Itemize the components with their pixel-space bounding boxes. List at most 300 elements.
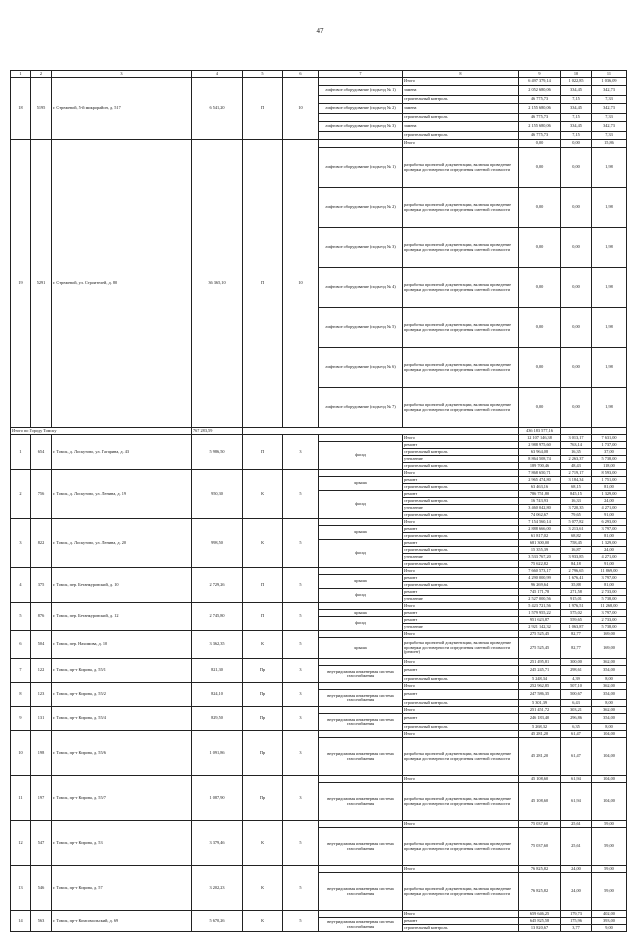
house-address: г. Томск, д. Лоскутово, ул. Ленина, д. 19	[52, 470, 192, 519]
element-name: лифтовое оборудование (подъезд № 3)	[319, 228, 403, 268]
work-type: разработка проектной документации, включая проведение проверки достоверности определения сметной стоимости	[403, 738, 519, 776]
house-code: 198	[31, 731, 52, 776]
element-name	[319, 132, 403, 140]
house-address: г. Томск, пер. Бетанкуровский, д. 10	[52, 568, 192, 603]
work-type: ремонт	[403, 918, 519, 925]
work-type: строительный контроль	[403, 533, 519, 540]
limit-cost: 11 268,00	[592, 603, 627, 610]
element-name: внутридомовая инженерная система газоснабжения	[319, 714, 403, 731]
unit-cost: 303,21	[561, 707, 592, 714]
unit-cost: 7,15	[561, 114, 592, 122]
cost: 74 062,67	[519, 512, 561, 519]
work-type: строительный контроль	[403, 114, 519, 122]
work-type: разработка проектной документации, включая проведение проверки достоверности определения сметной стоимости	[403, 348, 519, 388]
house-address: г. Томск, д. Лоскутово, ул. Гагарина, д. 43	[52, 435, 192, 470]
cost: 46 775,73	[519, 132, 561, 140]
unit-cost: 48,43	[561, 463, 592, 470]
table-row	[11, 731, 627, 738]
unit-cost: 0,00	[561, 268, 592, 308]
row-number: 19	[11, 140, 31, 428]
unit-cost: 0,00	[561, 148, 592, 188]
table-row	[11, 659, 627, 666]
work-type: Итого	[403, 821, 519, 828]
work-type: разработка проектной документации, включая проведение проверки достоверности определения сметной стоимости	[403, 873, 519, 911]
limit-cost: 1,98	[592, 268, 627, 308]
element-name: лифтовое оборудование (подъезд № 2)	[319, 188, 403, 228]
work-type: Итого	[403, 140, 519, 148]
limit-cost: 1,98	[592, 148, 627, 188]
table-row	[11, 776, 627, 783]
limit-cost: 362,00	[592, 659, 627, 666]
row-number: 11	[11, 776, 31, 821]
limit-cost: 5 738,00	[592, 596, 627, 603]
house-class: П	[243, 568, 283, 603]
limit-cost: 59,00	[592, 828, 627, 866]
limit-cost: 3 797,00	[592, 610, 627, 617]
limit-cost: 362,00	[592, 707, 627, 714]
house-class: П	[243, 78, 283, 140]
element-name: лифтовое оборудование (подъезд № 6)	[319, 348, 403, 388]
element-name: лифтовое оборудование (подъезд № 7)	[319, 388, 403, 428]
house-class: К	[243, 519, 283, 568]
unit-cost: 61,94	[561, 783, 592, 821]
house-code: 822	[31, 519, 52, 568]
limit-cost: 4 271,00	[592, 505, 627, 512]
cost: 189 700,46	[519, 463, 561, 470]
unit-cost: 0,00	[561, 388, 592, 428]
floors: 3	[283, 659, 319, 683]
unit-cost: 575,02	[561, 610, 592, 617]
cost: 3 460 042,80	[519, 505, 561, 512]
house-area: 950,30	[192, 470, 243, 519]
unit-cost: 1 976,51	[561, 603, 592, 610]
unit-cost: 0,00	[561, 140, 592, 148]
element-name	[319, 776, 403, 783]
element-name: крыша	[319, 477, 403, 491]
cost: 0,00	[519, 228, 561, 268]
column-number: 1	[11, 71, 31, 78]
row-number: 6	[11, 631, 31, 659]
work-type: Итого	[403, 519, 519, 526]
element-name: фасад	[319, 589, 403, 603]
cost: 659 646,25	[519, 911, 561, 918]
floors: 3	[283, 435, 319, 470]
empty-cell	[561, 428, 592, 435]
row-number: 7	[11, 659, 31, 683]
limit-cost: 2 733,00	[592, 589, 627, 596]
table-row	[11, 707, 627, 714]
table-row	[11, 568, 627, 575]
unit-cost: 35,88	[561, 582, 592, 589]
cost: 0,00	[519, 140, 561, 148]
unit-cost: 6,35	[561, 724, 592, 731]
limit-cost: 2 733,00	[592, 617, 627, 624]
cost: 681 300,00	[519, 540, 561, 547]
house-class: П	[243, 603, 283, 631]
unit-cost: 559,65	[561, 617, 592, 624]
work-type: Итого	[403, 435, 519, 442]
city-total-area: 767 283,59	[192, 428, 243, 435]
house-area: 2 729,26	[192, 568, 243, 603]
unit-cost: 334,45	[561, 104, 592, 114]
cost: 0,00	[519, 188, 561, 228]
element-name	[319, 470, 403, 477]
house-code: 654	[31, 435, 52, 470]
work-type: ремонт	[403, 666, 519, 676]
column-number: 6	[283, 71, 319, 78]
cost: 61 817,02	[519, 533, 561, 540]
element-name	[319, 631, 403, 638]
row-number: 12	[11, 821, 31, 866]
unit-cost: 296,86	[561, 714, 592, 724]
unit-cost: 1 022,85	[561, 78, 592, 86]
element-name: фасад	[319, 442, 403, 470]
work-type: ремонт	[403, 714, 519, 724]
unit-cost: 82,77	[561, 638, 592, 659]
house-code: 5291	[31, 140, 52, 428]
limit-cost: 393,00	[592, 918, 627, 925]
cost: 46 775,73	[519, 114, 561, 122]
work-type: разработка проектной документации, включая проведение проверки достоверности определения сметной стоимости	[403, 308, 519, 348]
limit-cost: 5 738,00	[592, 456, 627, 463]
limit-cost: 7,33	[592, 114, 627, 122]
unit-cost: 175,96	[561, 918, 592, 925]
cost: 76 825,82	[519, 873, 561, 911]
floors: 3	[283, 683, 319, 707]
cost: 8 864 508,74	[519, 456, 561, 463]
unit-cost: 298,61	[561, 666, 592, 676]
row-number: 10	[11, 731, 31, 776]
empty-cell	[243, 428, 519, 435]
limit-cost: 104,00	[592, 738, 627, 776]
cost: 0,00	[519, 268, 561, 308]
house-area: 3 362,35	[192, 631, 243, 659]
house-code: 197	[31, 776, 52, 821]
cost: 1 579 955,22	[519, 610, 561, 617]
cost: 5 248,34	[519, 676, 561, 683]
unit-cost: 7,15	[561, 132, 592, 140]
limit-cost: 402,00	[592, 911, 627, 918]
cost: 0,00	[519, 348, 561, 388]
work-type: Итого	[403, 731, 519, 738]
unit-cost: 61,47	[561, 738, 592, 776]
capital-repair-table	[10, 70, 627, 932]
house-area: 6 541,20	[192, 78, 243, 140]
work-type: утепление	[403, 554, 519, 561]
house-area: 829,50	[192, 707, 243, 731]
work-type: ремонт	[403, 540, 519, 547]
limit-cost: 118,00	[592, 463, 627, 470]
house-address: г. Томск, пер. Бетанкуровский, д. 12	[52, 603, 192, 631]
unit-cost: 845,15	[561, 491, 592, 498]
limit-cost: 342,73	[592, 104, 627, 114]
house-code: 5195	[31, 78, 52, 140]
unit-cost: 79,65	[561, 512, 592, 519]
cost: 63 463,16	[519, 484, 561, 491]
column-number: 11	[592, 71, 627, 78]
element-name	[319, 114, 403, 122]
cost: 45 108,60	[519, 783, 561, 821]
cost: 0,00	[519, 308, 561, 348]
house-class: Пр	[243, 776, 283, 821]
work-type: разработка проектной документации, включая проведение проверки достоверности определения сметной стоимости	[403, 388, 519, 428]
unit-cost: 24,00	[561, 873, 592, 911]
limit-cost: 59,00	[592, 821, 627, 828]
cost: 275 525,45	[519, 631, 561, 638]
limit-cost: 81,00	[592, 484, 627, 491]
work-type: строительный контроль	[403, 676, 519, 683]
house-class: К	[243, 866, 283, 911]
work-type: строительный контроль	[403, 132, 519, 140]
unit-cost: 334,45	[561, 86, 592, 96]
row-number: 1	[11, 435, 31, 470]
house-address: г. Томск, д. Лоскутово, ул. Ленина, д. 20	[52, 519, 192, 568]
limit-cost: 354,00	[592, 714, 627, 724]
work-type: ремонт	[403, 610, 519, 617]
unit-cost: 1 676,41	[561, 575, 592, 582]
unit-cost: 500,67	[561, 690, 592, 700]
house-class: П	[243, 140, 283, 428]
unit-cost: 0,00	[561, 308, 592, 348]
limit-cost: 1 329,00	[592, 491, 627, 498]
unit-cost: 16,87	[561, 547, 592, 554]
work-type: Итого	[403, 603, 519, 610]
limit-cost: 59,00	[592, 866, 627, 873]
work-type: разработка проектной документации, включая проведение проверки достоверности определения сметной стоимости	[403, 828, 519, 866]
cost: 246 183,40	[519, 714, 561, 724]
unit-cost: 61,94	[561, 776, 592, 783]
table-row	[11, 519, 627, 526]
element-name: лифтовое оборудование (подъезд № 1)	[319, 86, 403, 96]
limit-cost: 3 797,00	[592, 575, 627, 582]
cost: 45 108,60	[519, 776, 561, 783]
house-area: 821,30	[192, 659, 243, 683]
unit-cost: 3 013,17	[561, 435, 592, 442]
work-type: строительный контроль	[403, 512, 519, 519]
cost: 3 533 767,20	[519, 554, 561, 561]
limit-cost: 1,98	[592, 228, 627, 268]
unit-cost: 300,00	[561, 659, 592, 666]
floors: 5	[283, 821, 319, 866]
house-address: г. Стрежевой, ул. Строителей, д. 80	[52, 140, 192, 428]
work-type: замена	[403, 86, 519, 96]
limit-cost: 7 631,00	[592, 435, 627, 442]
element-name: внутридомовая инженерная система газоснабжения	[319, 666, 403, 683]
work-type: строительный контроль	[403, 561, 519, 568]
city-total-label: Итого по Городу Томску	[11, 428, 192, 435]
limit-cost: 81,00	[592, 582, 627, 589]
cost: 275 525,45	[519, 638, 561, 659]
work-type: ремонт	[403, 617, 519, 624]
unit-cost: 5 077,82	[561, 519, 592, 526]
unit-cost: 3 720,35	[561, 505, 592, 512]
limit-cost: 11 869,00	[592, 568, 627, 575]
cost: 15 355,39	[519, 547, 561, 554]
element-name: внутридомовая инженерная система газоснабжения	[319, 873, 403, 911]
work-type: строительный контроль	[403, 484, 519, 491]
house-class: Пр	[243, 683, 283, 707]
unit-cost: 68,82	[561, 533, 592, 540]
element-name	[319, 140, 403, 148]
limit-cost: 8,00	[592, 700, 627, 707]
limit-cost: 8,00	[592, 676, 627, 683]
floors: 3	[283, 731, 319, 776]
work-type: Итого	[403, 470, 519, 477]
table-row	[11, 603, 627, 610]
row-number: 8	[11, 683, 31, 707]
element-name	[319, 435, 403, 442]
cost: 13 820,67	[519, 925, 561, 932]
cost: 2 527 000,56	[519, 596, 561, 603]
work-type: разработка проектной документации, включая проведение проверки достоверности определения сметной стоимости	[403, 268, 519, 308]
limit-cost: 1,98	[592, 188, 627, 228]
limit-cost: 4 271,00	[592, 554, 627, 561]
work-type: строительный контроль	[403, 547, 519, 554]
row-number: 9	[11, 707, 31, 731]
element-name	[319, 519, 403, 526]
house-code: 876	[31, 603, 52, 631]
cost: 7 154 560,14	[519, 519, 561, 526]
work-type: Итого	[403, 707, 519, 714]
floors: 5	[283, 603, 319, 631]
unit-cost: 16,35	[561, 449, 592, 456]
cost: 63 964,08	[519, 449, 561, 456]
house-class: К	[243, 821, 283, 866]
floors: 10	[283, 140, 319, 428]
limit-cost: 7,33	[592, 132, 627, 140]
element-name	[319, 96, 403, 104]
element-name	[319, 568, 403, 575]
column-number: 2	[31, 71, 52, 78]
work-type: Итого	[403, 683, 519, 690]
work-type: утепление	[403, 456, 519, 463]
unit-cost: 24,00	[561, 866, 592, 873]
floors: 3	[283, 776, 319, 821]
limit-cost: 37,00	[592, 449, 627, 456]
element-name: крыша	[319, 575, 403, 589]
house-class: Пр	[243, 659, 283, 683]
element-name: крыша	[319, 610, 403, 617]
work-type: Итого	[403, 78, 519, 86]
limit-cost: 342,73	[592, 122, 627, 132]
element-name: лифтовое оборудование (подъезд № 5)	[319, 308, 403, 348]
element-name: внутридомовая инженерная система газоснабжения	[319, 690, 403, 707]
cost: 2 888 666,00	[519, 526, 561, 533]
house-area: 2 745,80	[192, 603, 243, 631]
house-address: г. Томск, пер. Нахимова, д. 10	[52, 631, 192, 659]
cost: 247 586,35	[519, 690, 561, 700]
element-name: внутридомовая инженерная система газоснабжения	[319, 738, 403, 776]
unit-cost: 1 063,87	[561, 624, 592, 631]
work-type: ремонт	[403, 442, 519, 449]
work-type: разработка проектной документации, включая проведение проверки достоверности определения сметной стоимости (ремонт)	[403, 638, 519, 659]
house-code: 123	[31, 683, 52, 707]
cost: 245 245,71	[519, 666, 561, 676]
house-address: г. Томск, пр-т Кирова, д. 55/1	[52, 659, 192, 683]
limit-cost: 24,00	[592, 498, 627, 505]
cost: 2 155 680,06	[519, 122, 561, 132]
house-code: 131	[31, 707, 52, 731]
table-row	[11, 78, 627, 86]
cost: 2 965 474,80	[519, 477, 561, 484]
limit-cost: 15,86	[592, 140, 627, 148]
column-number: 7	[319, 71, 403, 78]
house-code: 504	[31, 631, 52, 659]
cost: 96 269,64	[519, 582, 561, 589]
limit-cost: 81,00	[592, 533, 627, 540]
element-name	[319, 603, 403, 610]
unit-cost: 179,73	[561, 911, 592, 918]
element-name: крыша	[319, 526, 403, 540]
element-name	[319, 731, 403, 738]
unit-cost: 3,77	[561, 925, 592, 932]
unit-cost: 271,58	[561, 589, 592, 596]
element-name	[319, 911, 403, 918]
house-area: 998,50	[192, 519, 243, 568]
cost: 75 037,60	[519, 821, 561, 828]
cost: 2 921 142,32	[519, 624, 561, 631]
cost: 12 107 146,38	[519, 435, 561, 442]
unit-cost: 334,45	[561, 122, 592, 132]
cost: 45 281,20	[519, 731, 561, 738]
limit-cost: 3 797,00	[592, 526, 627, 533]
limit-cost: 7,33	[592, 96, 627, 104]
work-type: Итого	[403, 911, 519, 918]
work-type: разработка проектной документации, включая проведение проверки достоверности определения сметной стоимости	[403, 783, 519, 821]
house-address: г. Томск, пр-т Кирова, д. 55/6	[52, 731, 192, 776]
cost: 7 660 573,17	[519, 568, 561, 575]
column-number: 9	[519, 71, 561, 78]
cost: 7 868 650,71	[519, 470, 561, 477]
limit-cost: 354,00	[592, 690, 627, 700]
empty-cell	[592, 428, 627, 435]
work-type: Итого	[403, 866, 519, 873]
limit-cost: 59,00	[592, 873, 627, 911]
column-number: 4	[192, 71, 243, 78]
work-type: строительный контроль	[403, 498, 519, 505]
work-type: Итого	[403, 568, 519, 575]
unit-cost: 758,45	[561, 540, 592, 547]
unit-cost: 68,15	[561, 484, 592, 491]
cost: 786 751,80	[519, 491, 561, 498]
city-total-cost: 436 183 577,16	[519, 428, 561, 435]
unit-cost: 16,33	[561, 498, 592, 505]
element-name: фасад	[319, 617, 403, 631]
cost: 5 301,39	[519, 700, 561, 707]
unit-cost: 3 933,85	[561, 554, 592, 561]
table-row	[11, 140, 627, 148]
unit-cost: 2 719,17	[561, 470, 592, 477]
row-number: 18	[11, 78, 31, 140]
work-type: ремонт	[403, 589, 519, 596]
cost: 251 495,81	[519, 659, 561, 666]
unit-cost: 4,39	[561, 676, 592, 683]
unit-cost: 25,61	[561, 821, 592, 828]
work-type: ремонт	[403, 526, 519, 533]
house-area: 824,10	[192, 683, 243, 707]
work-type: разработка проектной документации, включая проведение проверки достоверности определения сметной стоимости	[403, 228, 519, 268]
limit-cost: 1 737,00	[592, 442, 627, 449]
work-type: строительный контроль	[403, 96, 519, 104]
table-row	[11, 631, 627, 638]
element-name: крыша	[319, 638, 403, 659]
cost: 0,00	[519, 388, 561, 428]
unit-cost: 0,00	[561, 188, 592, 228]
cost: 5 268,32	[519, 724, 561, 731]
limit-cost: 1,98	[592, 388, 627, 428]
unit-cost: 2 796,65	[561, 568, 592, 575]
limit-cost: 362,00	[592, 683, 627, 690]
